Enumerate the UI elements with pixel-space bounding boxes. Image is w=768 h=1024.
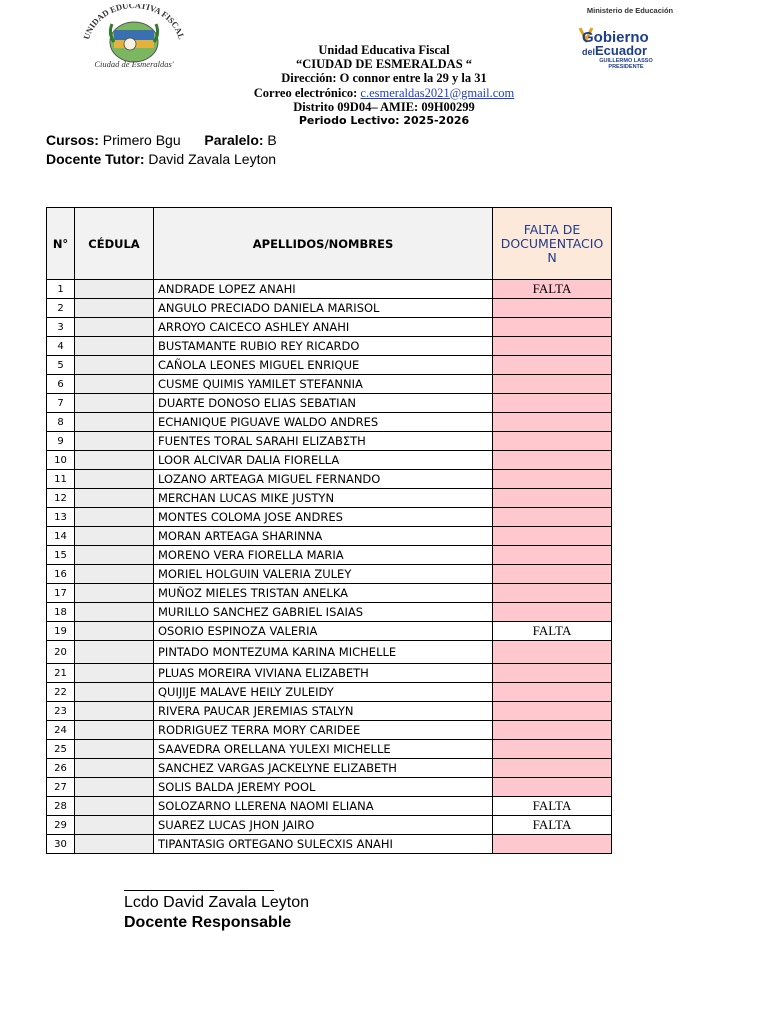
row-falta-documentacion <box>493 664 612 683</box>
tutor-info-line <box>46 151 276 167</box>
table-row <box>47 546 612 565</box>
institution-city: “CIUDAD DE ESMERALDAS “ <box>295 57 473 72</box>
row-cedula <box>75 470 154 489</box>
row-falta-documentacion <box>493 394 612 413</box>
header-falta-documentacion <box>493 208 612 280</box>
row-number: 26 <box>47 759 75 778</box>
signature-name: Lcdo David Zavala Leyton <box>124 894 309 911</box>
row-cedula <box>75 280 154 299</box>
course-label: Cursos: <box>46 132 99 148</box>
row-number: 3 <box>47 318 75 337</box>
svg-text:UNIDAD EDUCATIVA FISCAL: UNIDAD EDUCATIVA FISCAL <box>81 4 187 41</box>
row-number: 22 <box>47 683 75 702</box>
row-number: 10 <box>47 451 75 470</box>
row-number: 8 <box>47 413 75 432</box>
row-student-name: PLUAS MOREIRA VIVIANA ELIZABETH <box>154 664 493 683</box>
row-cedula <box>75 664 154 683</box>
table-row <box>47 280 612 299</box>
row-student-name: ANGULO PRECIADO DANIELA MARISOL <box>154 299 493 318</box>
row-number: 17 <box>47 584 75 603</box>
row-student-name: FUENTES TORAL SARAHI ELIZABΣTH <box>154 432 493 451</box>
student-roster-table <box>46 207 612 854</box>
row-student-name: RIVERA PAUCAR JEREMIAS STALYN <box>154 702 493 721</box>
row-number: 15 <box>47 546 75 565</box>
row-student-name: CAÑOLA LEONES MIGUEL ENRIQUE <box>154 356 493 375</box>
row-student-name: SANCHEZ VARGAS JACKELYNE ELIZABETH <box>154 759 493 778</box>
table-row <box>47 797 612 816</box>
row-student-name: MORENO VERA FIORELLA MARIA <box>154 546 493 565</box>
table-row <box>47 759 612 778</box>
row-student-name: SOLIS BALDA JEREMY POOL <box>154 778 493 797</box>
row-number: 2 <box>47 299 75 318</box>
header-names: APELLIDOS/NOMBRES <box>154 208 493 280</box>
row-cedula <box>75 641 154 664</box>
row-number: 6 <box>47 375 75 394</box>
table-body <box>47 280 612 854</box>
row-cedula <box>75 622 154 641</box>
row-number: 23 <box>47 702 75 721</box>
svg-text:Ciudad de Esmeraldas': Ciudad de Esmeraldas' <box>94 59 174 69</box>
row-number: 14 <box>47 527 75 546</box>
row-cedula <box>75 797 154 816</box>
table-row <box>47 451 612 470</box>
row-falta-documentacion: FALTA <box>493 797 612 816</box>
row-cedula <box>75 778 154 797</box>
row-cedula <box>75 394 154 413</box>
row-student-name: OSORIO ESPINOZA VALERIA <box>154 622 493 641</box>
institution-email-line <box>0 86 768 100</box>
header-falta-line1: FALTA DE <box>523 221 581 237</box>
row-falta-documentacion <box>493 508 612 527</box>
row-number: 25 <box>47 740 75 759</box>
row-cedula <box>75 527 154 546</box>
row-falta-documentacion <box>493 584 612 603</box>
row-cedula <box>75 508 154 527</box>
row-falta-documentacion <box>493 759 612 778</box>
svg-text:GUILLERMO LASSO: GUILLERMO LASSO <box>599 58 653 64</box>
row-student-name: MORIEL HOLGUIN VALERIA ZULEY <box>154 565 493 584</box>
row-falta-documentacion <box>493 683 612 702</box>
row-cedula <box>75 759 154 778</box>
tutor-label: Docente Tutor: <box>46 151 145 167</box>
row-cedula <box>75 489 154 508</box>
row-falta-documentacion <box>493 337 612 356</box>
header-number: N° <box>47 208 75 280</box>
row-number: 28 <box>47 797 75 816</box>
row-cedula <box>75 413 154 432</box>
tutor-value: David Zavala Leyton <box>148 151 277 167</box>
institution-address: Dirección: O connor entre la 29 y la 31 <box>281 71 487 86</box>
row-cedula <box>75 683 154 702</box>
row-student-name: MUÑOZ MIELES TRISTAN ANELKA <box>154 584 493 603</box>
row-number: 13 <box>47 508 75 527</box>
table-row <box>47 778 612 797</box>
row-cedula <box>75 603 154 622</box>
row-number: 4 <box>47 337 75 356</box>
row-cedula <box>75 451 154 470</box>
row-student-name: ECHANIQUE PIGUAVE WALDO ANDRES <box>154 413 493 432</box>
row-falta-documentacion <box>493 565 612 584</box>
parallel-label: Paralelo: <box>204 132 264 148</box>
row-falta-documentacion <box>493 318 612 337</box>
table-row <box>47 835 612 854</box>
row-number: 12 <box>47 489 75 508</box>
table-row <box>47 702 612 721</box>
course-info-line <box>46 132 277 148</box>
row-number: 19 <box>47 622 75 641</box>
row-falta-documentacion <box>493 740 612 759</box>
row-cedula <box>75 337 154 356</box>
row-student-name: MONTES COLOMA JOSE ANDRES <box>154 508 493 527</box>
email-link[interactable]: c.esmeraldas2021@gmail.com <box>360 85 515 100</box>
row-number: 11 <box>47 470 75 489</box>
row-student-name: TIPANTASIG ORTEGANO SULECXIS ANAHI <box>154 835 493 854</box>
row-falta-documentacion <box>493 641 612 664</box>
row-number: 16 <box>47 565 75 584</box>
row-number: 18 <box>47 603 75 622</box>
row-cedula <box>75 584 154 603</box>
table-row <box>47 299 612 318</box>
row-falta-documentacion <box>493 835 612 854</box>
header-falta-line2: DOCUMENTACIO <box>500 235 604 251</box>
row-falta-documentacion <box>493 778 612 797</box>
row-student-name: MERCHAN LUCAS MIKE JUSTYN <box>154 489 493 508</box>
row-falta-documentacion <box>493 356 612 375</box>
header-cedula: CÉDULA <box>75 208 154 280</box>
table-row <box>47 394 612 413</box>
row-falta-documentacion <box>493 413 612 432</box>
row-student-name: MURILLO SANCHEZ GABRIEL ISAIAS <box>154 603 493 622</box>
row-student-name: DUARTE DONOSO ELIAS SEBATIAN <box>154 394 493 413</box>
row-number: 1 <box>47 280 75 299</box>
signature-line <box>124 890 274 891</box>
table-row <box>47 622 612 641</box>
row-cedula <box>75 702 154 721</box>
table-row <box>47 565 612 584</box>
email-label: Correo electrónico: <box>253 85 358 100</box>
row-falta-documentacion: FALTA <box>493 280 612 299</box>
row-cedula <box>75 318 154 337</box>
row-number: 7 <box>47 394 75 413</box>
row-student-name: LOZANO ARTEAGA MIGUEL FERNANDO <box>154 470 493 489</box>
row-cedula <box>75 816 154 835</box>
row-student-name: PINTADO MONTEZUMA KARINA MICHELLE <box>154 641 493 664</box>
row-student-name: SOLOZARNO LLERENA NAOMI ELIANA <box>154 797 493 816</box>
svg-text:Gobierno: Gobierno <box>582 29 649 46</box>
parallel-value: B <box>267 132 277 148</box>
table-row <box>47 641 612 664</box>
table-row <box>47 413 612 432</box>
row-cedula <box>75 740 154 759</box>
table-row <box>47 375 612 394</box>
row-falta-documentacion <box>493 527 612 546</box>
row-falta-documentacion <box>493 546 612 565</box>
row-student-name: ARROYO CAICECO ASHLEY ANAHI <box>154 318 493 337</box>
row-falta-documentacion <box>493 721 612 740</box>
table-row <box>47 337 612 356</box>
row-student-name: ANDRADE LOPEZ ANAHI <box>154 280 493 299</box>
row-falta-documentacion <box>493 702 612 721</box>
academic-period: Periodo Lectivo: 2025-2026 <box>298 114 470 128</box>
header-falta-line3: N <box>547 249 557 265</box>
table-row <box>47 432 612 451</box>
row-cedula <box>75 299 154 318</box>
row-number: 24 <box>47 721 75 740</box>
svg-text:Ministerio de Educación: Ministerio de Educación <box>586 6 674 15</box>
row-student-name: SUAREZ LUCAS JHON JAIRO <box>154 816 493 835</box>
row-cedula <box>75 375 154 394</box>
row-student-name: QUIJIJE MALAVE HEILY ZULEIDY <box>154 683 493 702</box>
row-cedula <box>75 565 154 584</box>
row-student-name: CUSME QUIMIS YAMILET STEFANNIA <box>154 375 493 394</box>
row-cedula <box>75 835 154 854</box>
row-number: 9 <box>47 432 75 451</box>
table-row <box>47 489 612 508</box>
row-falta-documentacion: FALTA <box>493 816 612 835</box>
row-falta-documentacion <box>493 299 612 318</box>
table-row <box>47 356 612 375</box>
table-header-row <box>47 208 612 280</box>
row-falta-documentacion <box>493 470 612 489</box>
document-header <box>0 43 768 128</box>
row-falta-documentacion: FALTA <box>493 622 612 641</box>
row-falta-documentacion <box>493 432 612 451</box>
row-cedula <box>75 546 154 565</box>
table-row <box>47 721 612 740</box>
row-number: 5 <box>47 356 75 375</box>
svg-text:PRESIDENTE: PRESIDENTE <box>608 64 644 70</box>
institution-name: Unidad Educativa Fiscal <box>318 43 450 57</box>
table-row <box>47 664 612 683</box>
signature-role: Docente Responsable <box>124 914 292 931</box>
row-student-name: MORAN ARTEAGA SHARINNA <box>154 527 493 546</box>
row-student-name: RODRIGUEZ TERRA MORY CARIDEE <box>154 721 493 740</box>
row-student-name: LOOR ALCIVAR DALIA FIORELLA <box>154 451 493 470</box>
row-falta-documentacion <box>493 603 612 622</box>
table-row <box>47 508 612 527</box>
row-falta-documentacion <box>493 451 612 470</box>
row-number: 27 <box>47 778 75 797</box>
institution-district: Distrito 09D04– AMIE: 09H00299 <box>293 99 475 114</box>
table-row <box>47 816 612 835</box>
row-falta-documentacion <box>493 375 612 394</box>
row-number: 30 <box>47 835 75 854</box>
row-falta-documentacion <box>493 489 612 508</box>
svg-text:delEcuador: delEcuador <box>582 43 648 58</box>
row-student-name: SAAVEDRA ORELLANA YULEXI MICHELLE <box>154 740 493 759</box>
row-cedula <box>75 356 154 375</box>
row-cedula <box>75 721 154 740</box>
row-number: 21 <box>47 664 75 683</box>
table-row <box>47 584 612 603</box>
course-value: Primero Bgu <box>102 132 181 148</box>
table-row <box>47 740 612 759</box>
row-number: 20 <box>47 641 75 664</box>
row-cedula <box>75 432 154 451</box>
row-number: 29 <box>47 816 75 835</box>
table-row <box>47 527 612 546</box>
table-row <box>47 603 612 622</box>
table-row <box>47 318 612 337</box>
row-student-name: BUSTAMANTE RUBIO REY RICARDO <box>154 337 493 356</box>
table-row <box>47 683 612 702</box>
table-row <box>47 470 612 489</box>
